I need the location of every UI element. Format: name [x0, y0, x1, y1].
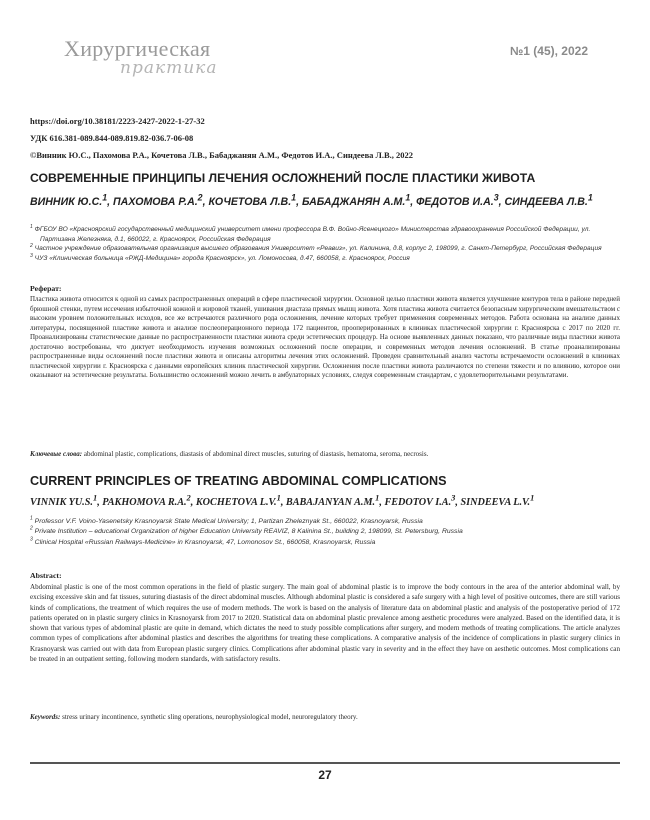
- author-affiliation-mark: 3: [493, 192, 499, 203]
- keywords-text-en: stress urinary incontinence, synthetic sling operations, neurophysiological model, neuroregulatory theory.: [62, 713, 358, 721]
- journal-logo-subtitle: практика: [120, 58, 218, 78]
- journal-logo: [64, 36, 234, 86]
- author-affiliation-mark: 1: [530, 492, 535, 503]
- authors-ru: ВИННИК Ю.С.$^1$, ПАХОМОВА Р.А.$^2$, КОЧЕТОВА Л.В.$^1$, БАБАДЖАНЯН А.М.$^1$, ФЕДОТОВ И.А.$^3$, СИНДЕЕВА Л.В.$^1$: [30, 192, 593, 208]
- author-name: СИНДЕЕВА Л.В.: [504, 196, 588, 208]
- abstract-label-ru: Реферат:: [30, 284, 62, 293]
- affiliation-item: [30, 517, 620, 527]
- author-affiliation-mark: 1: [375, 492, 380, 503]
- author-name: ПАХОМОВА Р.А.: [113, 196, 198, 208]
- author-affiliation-mark: 1: [92, 492, 98, 503]
- author-name: BABAJANYAN A.M.: [285, 497, 376, 508]
- author-name: FEDOTOV I.A.: [384, 497, 452, 508]
- affiliation-mark: 1: [30, 515, 33, 522]
- abstract-label-en: Abstract:: [30, 571, 62, 580]
- author-affiliation-mark: 1: [276, 492, 281, 503]
- keywords-en: [30, 713, 620, 721]
- affiliations-ru: [30, 225, 620, 263]
- author-affiliation-mark: 1: [405, 192, 411, 203]
- article-title-ru: СОВРЕМЕННЫЕ ПРИНЦИПЫ ЛЕЧЕНИЯ ОСЛОЖНЕНИЙ ПОСЛЕ ПЛАСТИКИ ЖИВОТА: [30, 171, 536, 185]
- journal-logo-title: Хирургическая: [64, 36, 211, 61]
- affiliation-item: [30, 538, 620, 548]
- affiliation-mark: 1: [30, 223, 33, 230]
- affiliation-text: Частное учреждение образовательная организация высшего образования Университет «Реавиз», ул. Калинина, д.8, корпус 2, 198099, г. Санкт-Петербург, Российская Федерация: [34, 245, 602, 253]
- author-name: PAKHOMOVA R.A.: [102, 497, 187, 508]
- affiliation-text: Clinical Hospital «Russian Railways-Medicine» in Krasnoyarsk, 47, Lomonosov St., 660058, Krasnoyarsk, Russia: [34, 538, 376, 546]
- affiliation-text: ФГБОУ ВО «Красноярский государственный медицинский университет имени профессора В.Ф. Войно-Ясенецкого» Министерства здравоохранения Российской Федерации, ул. Партизана Железняка, д.1, 660022, г. Красноярск, Российская Федерация: [34, 226, 591, 243]
- keywords-text-ru: abdominal plastic, complications, diastasis of abdominal direct muscles, suturing of diastasis, hematoma, seroma, necrosis.: [83, 450, 429, 458]
- author-affiliation-mark: 1: [102, 192, 108, 203]
- author-affiliation-mark: 3: [451, 492, 456, 503]
- copyright-line: ©Винник Ю.С., Пахомова Р.А., Кочетова Л.В., Бабаджанян А.М., Федотов И.А., Синдеева Л.В., 2022: [30, 150, 414, 160]
- keywords-label-en: Keywords:: [30, 713, 61, 721]
- article-title-en: CURRENT PRINCIPLES OF TREATING ABDOMINAL COMPLICATIONS: [30, 474, 447, 488]
- affiliation-item: [30, 527, 620, 537]
- author-affiliation-mark: 1: [587, 192, 593, 203]
- affiliations-en: [30, 517, 620, 548]
- affiliation-text: ЧУЗ «Клиническая больница «РЖД-Медицина» города Красноярск», ул. Ломоносова, д.47, 660058, г. Красноярск, Россия: [34, 254, 410, 262]
- keywords-ru: [30, 450, 620, 458]
- issue-number: №1 (45), 2022: [509, 44, 588, 58]
- doi-link[interactable]: https://doi.org/10.38181/2223-2427-2022-1-27-32: [30, 116, 205, 126]
- abstract-ru: Пластика живота относится к одной из самых распространенных операций в сфере пластической хирургии. Основной целью пластики живота является улучшение контуров тела в районе передней брюшной стенки, путем иссечения избыточной кожной и жировой тканей, ушивания диастаза прямых мышц живота. Хотя пластика живота считается безопасным хирургическим вмешательством с высоким уровнем положительных исходов, все же встречаются различного рода осложнения, лечение которых требует применения современных методов. Работа основана на анализе данных литературы, посвященной пластике живота и анализе послеоперационного периода 172 пациентов, прооперированных в клиниках пластической хирургии г. Красноярска с 2017 по 2020 гг. Проанализированы статистические данные по распространенности пластики живота среди эстетических процедур. На основе выявленных данных показано, что различные виды пластики живота достаточно востребованы, что диктует необходимость изучения возможных осложнений после операции, и современных методов лечения осложнений. В статье проанализированы распространенные виды осложнений после пластики живота и описаны алгоритмы лечения этих осложнений. Проведен сравнительный анализ частоты встречаемости осложнений в клиниках пластической хирургии г. Красноярска с данными европейских клиник пластической хирургии. Осложнения после пластики живота различаются по степени тяжести и по влиянию, которое они оказывают на эстетические результаты. Большинство осложнений можно лечить в амбулаторных условиях, следуя современным стандартам, с удовлетворительными результатами.: [30, 295, 620, 380]
- affiliation-item: [30, 254, 620, 264]
- affiliation-item: [30, 225, 620, 244]
- authors-en: VINNIK YU.S.$^1$, PAKHOMOVA R.A.$^2$, KOCHETOVA L.V.$^1$, BABAJANYAN A.M.$^1$, FEDOTOV I.A.$^3$, SINDEEVA L.V.$^1$: [30, 492, 535, 508]
- author-name: KOCHETOVA L.V.: [195, 497, 277, 508]
- author-affiliation-mark: 1: [291, 192, 297, 203]
- affiliation-text: Professor V.F. Voino-Yasenetsky Krasnoyarsk State Medical University; 1, Partizan Zheleznyak St., 660022, Krasnoyarsk, Russia: [34, 518, 423, 525]
- affiliation-mark: 3: [30, 252, 33, 259]
- udc-code: УДК 616.381-089.844-089.819.82-036.7-06-08: [30, 133, 194, 143]
- abstract-en: Abdominal plastic is one of the most common operations in the field of plastic surgery. The main goal of abdominal plastic is to improve the body contours in the area of the anterior abdominal wall, by excising excessive skin and fat tissues, suturing diastasis of the direct abdominal muscles. Although abdominal plastic is considered a safe surgery with a high level of positive outcomes, there are still various kinds of complications, the treatment of which requires the use of modern methods. The work is based on the analysis of literature data on abdominal plastic and analysis of the postoperative period of 172 patients operated on in plastic surgery clinics in Krasnoyarsk from 2017 to 2020. Statistical data on abdominal plastic prevalence among aesthetic procedures were analyzed. Based on the identified data, it is shown that various types of abdominal plastic are quite in demand, which dictates the need to study possible complications after surgery, and modern methods of treating complications. The article analyzes common types of complications after abdominal plastics and describes the algorithms for treating these complications. A comparative analysis of the incidence of complications in plastic surgery clinics in Krasnoyarsk was carried out with data from European plastic surgery clinics. Complications after abdominal plastic vary in severity and in the effect they have on aesthetic outcomes. Most complications can be treated in an outpatient setting, following modern standards, with satisfactory results.: [30, 583, 620, 664]
- footer-divider: [30, 762, 620, 764]
- keywords-label-ru: Ключевые слова:: [30, 450, 83, 458]
- author-name: ФЕДОТОВ И.А.: [416, 196, 494, 208]
- affiliation-mark: 3: [30, 536, 33, 543]
- affiliation-mark: 2: [30, 243, 33, 249]
- author-name: SINDEEVA L.V.: [460, 497, 531, 508]
- affiliation-item: [30, 244, 620, 254]
- author-name: БАБАДЖАНЯН А.М.: [301, 196, 406, 208]
- page-number: 27: [318, 768, 332, 782]
- affiliation-mark: 2: [30, 526, 33, 533]
- author-name: КОЧЕТОВА Л.В.: [208, 196, 292, 208]
- affiliation-text: Private Institution – educational Organization of higher Education University REAVIZ, 8 Kalinina St., building 2, 198099, St. Petersburg, Russia: [34, 528, 463, 536]
- author-affiliation-mark: 2: [186, 492, 191, 503]
- author-name: VINNIK YU.S.: [30, 497, 93, 508]
- author-affiliation-mark: 2: [197, 192, 203, 203]
- author-name: ВИННИК Ю.С.: [30, 196, 103, 208]
